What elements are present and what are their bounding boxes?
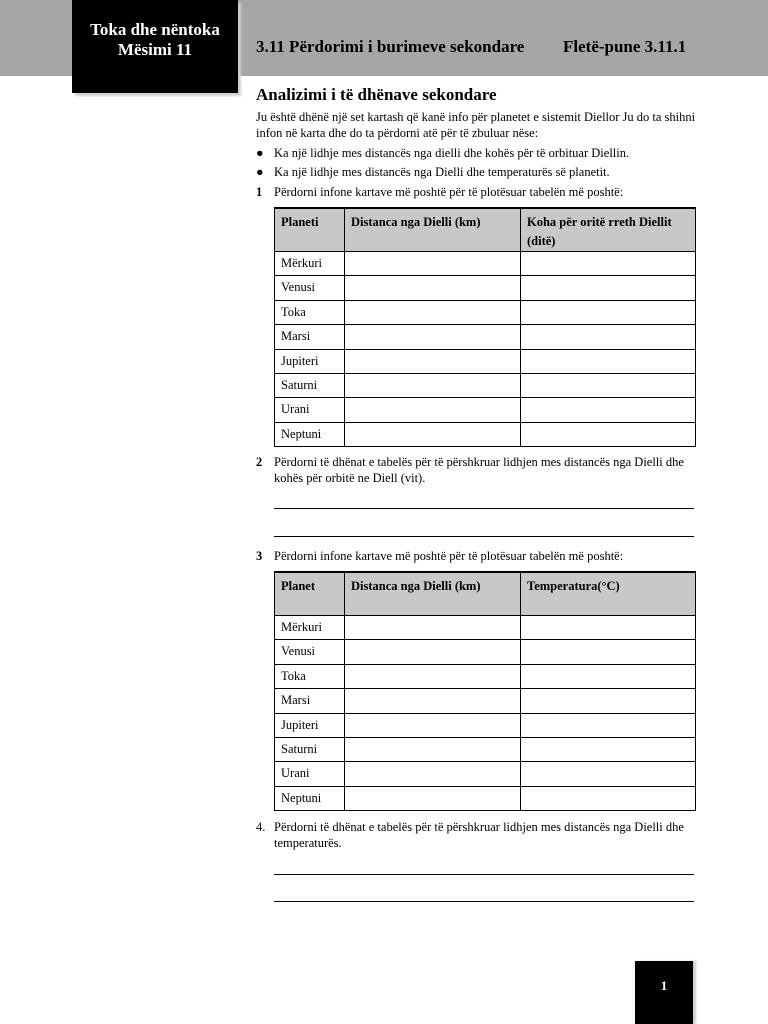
intro-paragraph: Ju është dhënë një set kartash që kanë info për planetet e sistemit Diellor Ju do ta shihni infon në karta dhe do ta përdorni atë për të zbuluar nëse:: [256, 110, 696, 140]
question-1: [256, 184, 696, 200]
question-text: Përdorni të dhënat e tabelës për të përshkruar lidhjen mes distancës nga Dielli dhe kohës për orbitë ne Diell (vit).: [274, 455, 684, 485]
planet-cell: Toka: [275, 664, 345, 688]
planet-cell: Jupiteri: [275, 349, 345, 373]
answer-cell[interactable]: [345, 300, 521, 324]
question-number: 1: [256, 185, 263, 199]
answer-cell[interactable]: [345, 398, 521, 422]
lesson-title: 3.11 Përdorimi i burimeve sekondare: [256, 37, 525, 56]
answer-line[interactable]: [274, 874, 694, 875]
answer-cell[interactable]: [521, 276, 696, 300]
planet-cell: Mërkuri: [275, 252, 345, 276]
question-number: 3: [256, 549, 263, 563]
bullet-text: Ka një lidhje mes distancës nga dielli dhe kohës për të orbituar Diellin.: [274, 146, 630, 160]
answer-cell[interactable]: [345, 762, 521, 786]
table-row: [275, 276, 696, 300]
planet-cell: Neptuni: [275, 422, 345, 446]
answer-cell[interactable]: [521, 373, 696, 397]
answer-cell[interactable]: [345, 325, 521, 349]
answer-cell[interactable]: [345, 422, 521, 446]
lesson-label: Mësimi 11: [117, 40, 193, 59]
table-row: [275, 640, 696, 664]
section-title: Analizimi i të dhënave sekondare: [256, 85, 497, 104]
table-row: [275, 664, 696, 688]
table-row: [275, 398, 696, 422]
planet-cell: Mërkuri: [275, 616, 345, 640]
question-2: [256, 454, 696, 486]
planet-cell: Marsi: [275, 325, 345, 349]
planet-cell: Venusi: [275, 276, 345, 300]
table-row: [275, 325, 696, 349]
answer-cell[interactable]: [521, 737, 696, 761]
answer-cell[interactable]: [521, 325, 696, 349]
planet-cell: Saturni: [275, 373, 345, 397]
table-row: [275, 616, 696, 640]
table-row: [275, 300, 696, 324]
answer-cell[interactable]: [345, 713, 521, 737]
table-row: [275, 373, 696, 397]
answer-cell[interactable]: [521, 689, 696, 713]
bullet-item: [256, 164, 610, 180]
answer-cell[interactable]: [521, 252, 696, 276]
planet-cell: Venusi: [275, 640, 345, 664]
col-header-planet: Planeti: [275, 208, 345, 252]
answer-cell[interactable]: [345, 252, 521, 276]
table-distance-temperature: [274, 571, 696, 811]
table-row: [275, 349, 696, 373]
table-header-row: [275, 572, 696, 616]
question-number: 4.: [256, 820, 266, 834]
page-number: 1: [635, 961, 693, 1024]
answer-cell[interactable]: [521, 664, 696, 688]
bullet-icon: ●: [256, 165, 264, 179]
col-header-temperature: Temperatura(°C): [521, 572, 696, 616]
answer-line[interactable]: [274, 901, 694, 902]
answer-cell[interactable]: [345, 373, 521, 397]
bullet-text: Ka një lidhje mes distancës nga Dielli dhe temperaturës së planetit.: [274, 165, 610, 179]
bullet-item: [256, 145, 629, 161]
planet-cell: Neptuni: [275, 786, 345, 810]
worksheet-number: Fletë-pune 3.11.1: [563, 37, 687, 56]
question-text: Përdorni infone kartave më poshtë për të plotësuar tabelën më poshtë:: [274, 549, 624, 563]
unit-badge: [72, 0, 238, 93]
table-row: [275, 252, 696, 276]
question-text: Përdorni infone kartave më poshtë për të plotësuar tabelën më poshtë:: [274, 185, 624, 199]
answer-cell[interactable]: [345, 276, 521, 300]
table-row: [275, 786, 696, 810]
question-4: [256, 819, 696, 851]
table-row: [275, 762, 696, 786]
answer-cell[interactable]: [521, 616, 696, 640]
answer-cell[interactable]: [345, 786, 521, 810]
planet-cell: Urani: [275, 762, 345, 786]
question-3: [256, 548, 696, 564]
answer-cell[interactable]: [521, 640, 696, 664]
answer-cell[interactable]: [521, 349, 696, 373]
bullet-icon: ●: [256, 146, 264, 160]
answer-cell[interactable]: [345, 349, 521, 373]
col-header-distance: Distanca nga Dielli (km): [345, 572, 521, 616]
planet-cell: Toka: [275, 300, 345, 324]
table-row: [275, 713, 696, 737]
planet-cell: Urani: [275, 398, 345, 422]
col-header-orbit-time: Koha për oritë rreth Diellit (ditë): [521, 208, 696, 252]
answer-cell[interactable]: [521, 713, 696, 737]
answer-cell[interactable]: [345, 640, 521, 664]
answer-cell[interactable]: [521, 422, 696, 446]
planet-cell: Jupiteri: [275, 713, 345, 737]
question-number: 2: [256, 455, 263, 469]
answer-cell[interactable]: [521, 300, 696, 324]
unit-title: Toka dhe nëntoka: [90, 20, 220, 39]
col-header-planet: Planet: [275, 572, 345, 616]
planet-cell: Saturni: [275, 737, 345, 761]
table-header-row: [275, 208, 696, 252]
answer-line[interactable]: [274, 508, 694, 509]
question-text: Përdorni të dhënat e tabelës për të përshkruar lidhjen mes distancës nga Dielli dhe temperaturës.: [274, 820, 684, 850]
answer-line[interactable]: [274, 536, 694, 537]
answer-cell[interactable]: [345, 664, 521, 688]
table-row: [275, 422, 696, 446]
table-row: [275, 689, 696, 713]
answer-cell[interactable]: [345, 737, 521, 761]
table-row: [275, 737, 696, 761]
col-header-distance: Distanca nga Dielli (km): [345, 208, 521, 252]
answer-cell[interactable]: [521, 762, 696, 786]
answer-cell[interactable]: [521, 398, 696, 422]
table-distance-orbit: [274, 207, 696, 447]
answer-cell[interactable]: [345, 616, 521, 640]
answer-cell[interactable]: [521, 786, 696, 810]
planet-cell: Marsi: [275, 689, 345, 713]
answer-cell[interactable]: [345, 689, 521, 713]
